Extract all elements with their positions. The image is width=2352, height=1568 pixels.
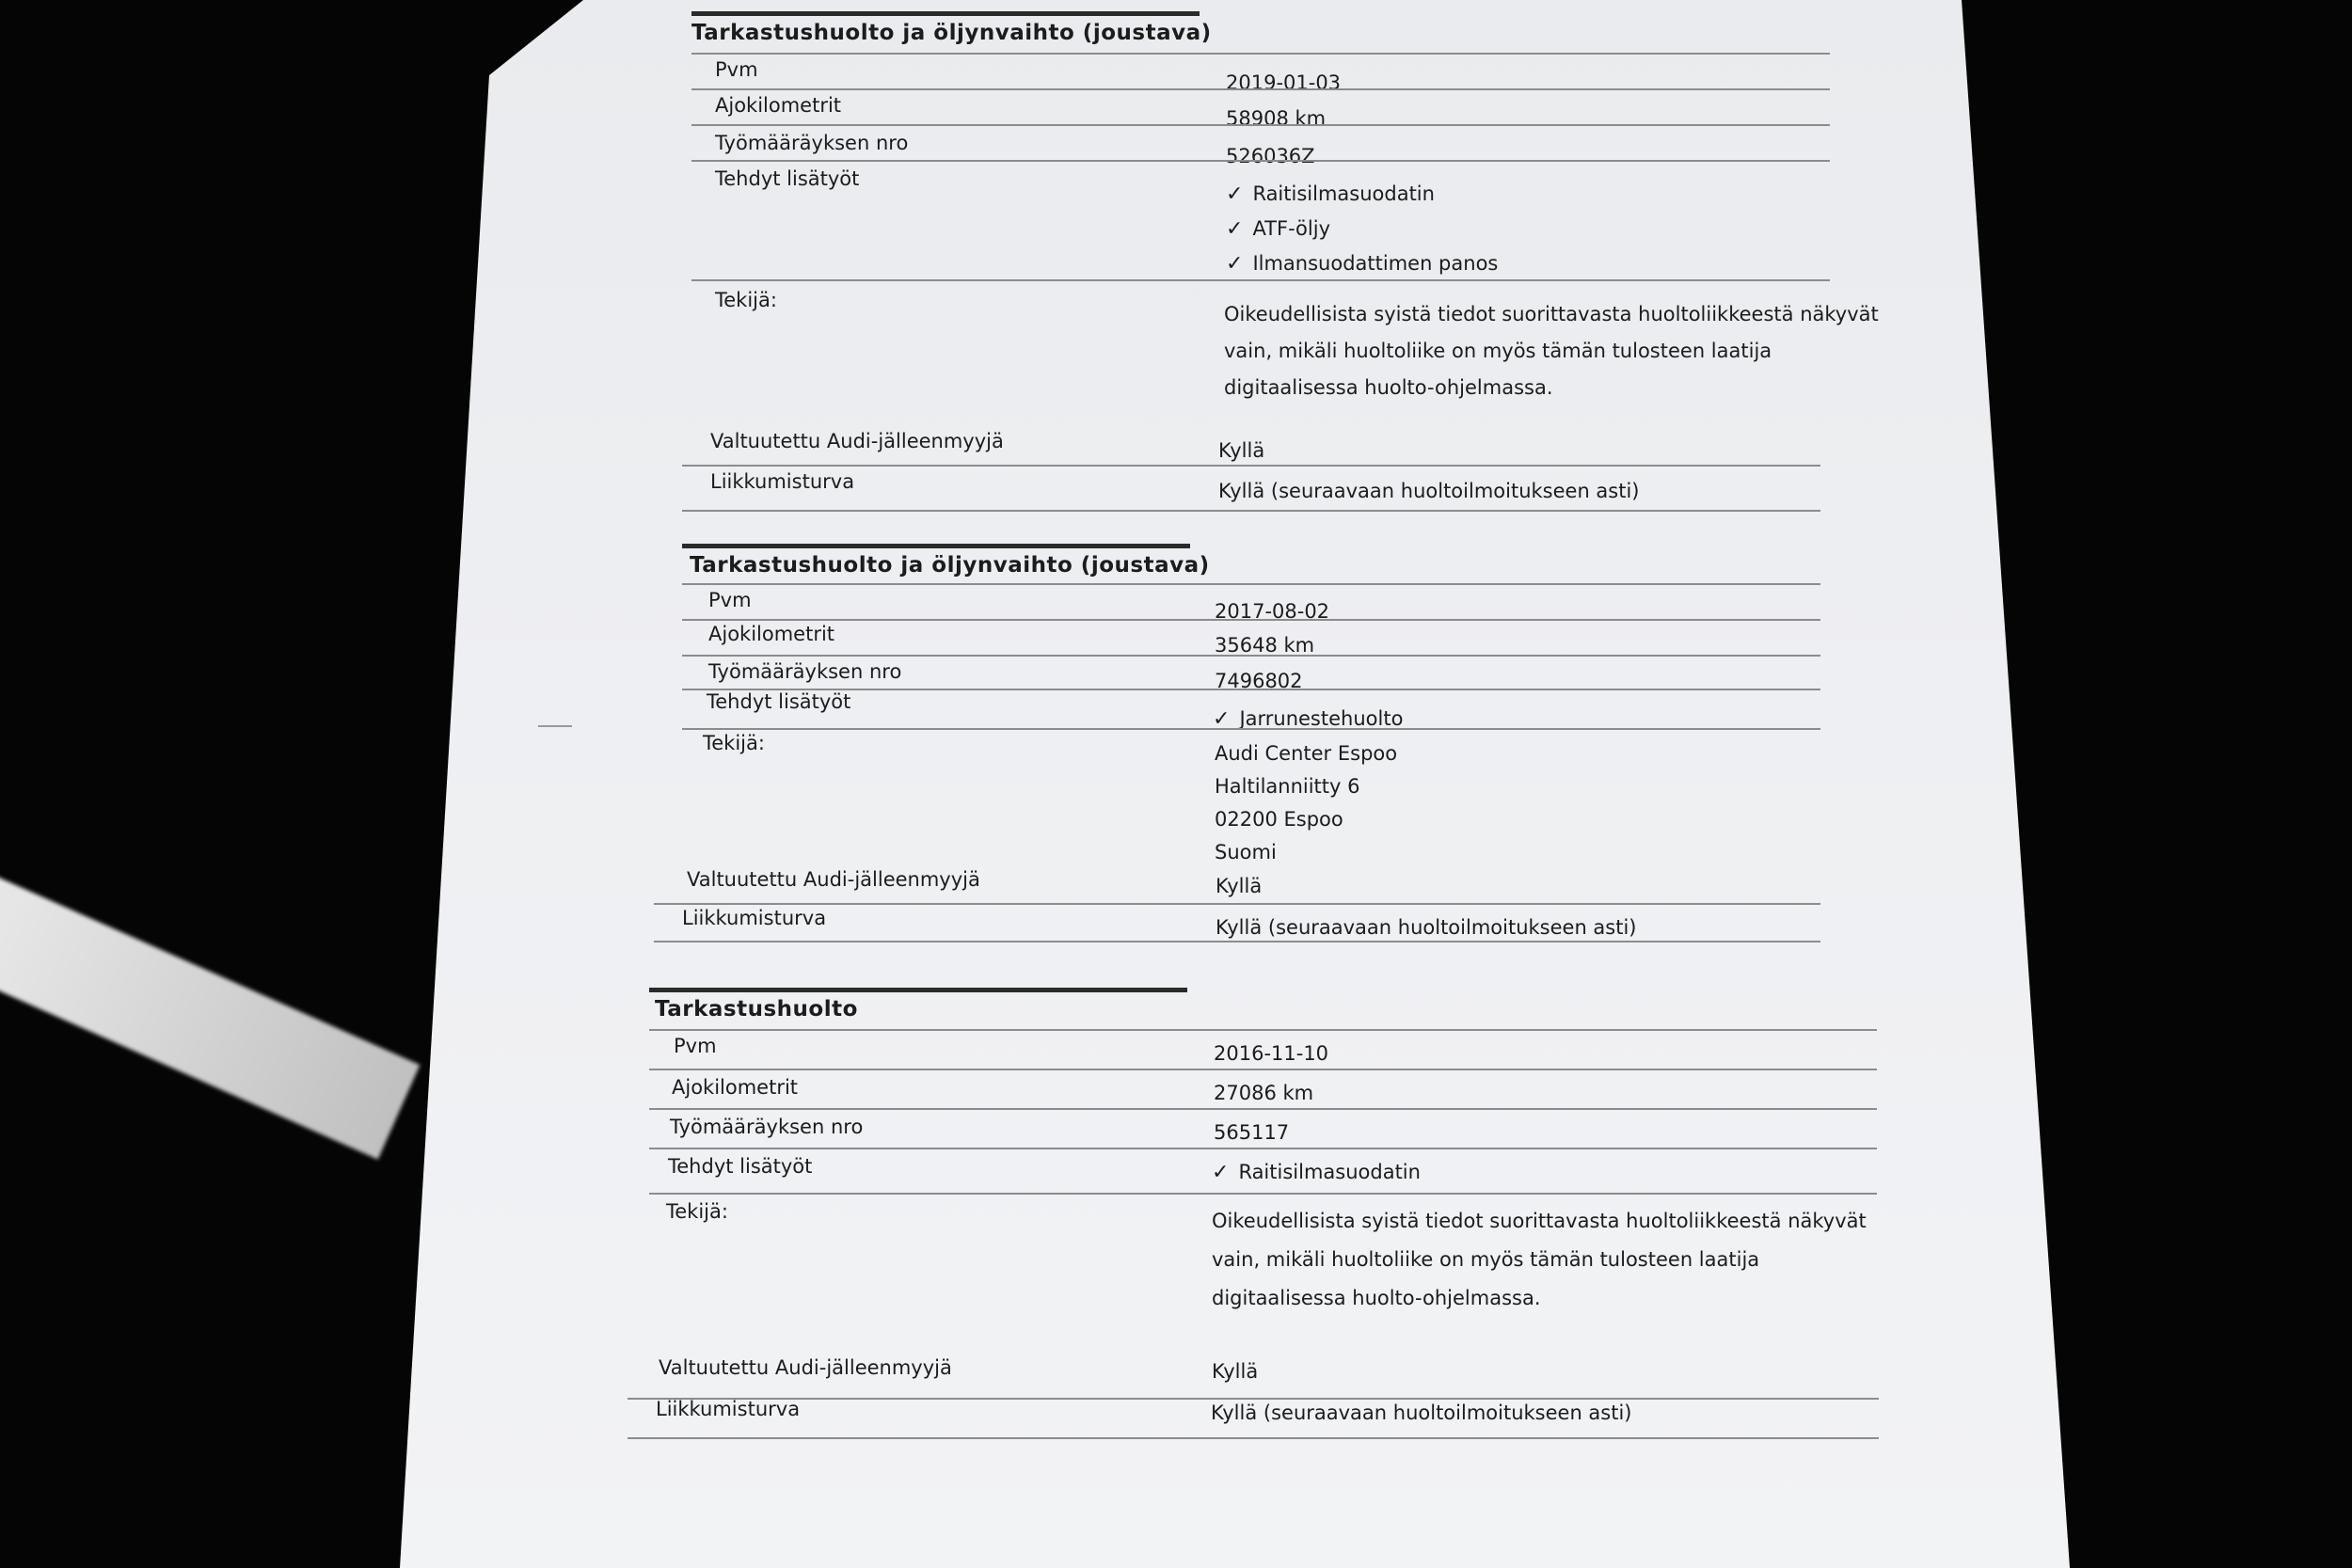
row-date	[682, 583, 1820, 623]
section-rule	[682, 544, 1190, 548]
extras-list	[1212, 1161, 1421, 1184]
maker-label: Tekijä:	[715, 289, 777, 311]
row-maker	[649, 1193, 1877, 1309]
mobility-label: Liikkumisturva	[710, 470, 855, 493]
maker-line: vain, mikäli huoltoliike on myös tämän tulosteen laatija	[1212, 1248, 1760, 1271]
section-bottom-rule	[682, 510, 1820, 512]
extras-label: Tehdyt lisätyöt	[668, 1155, 813, 1178]
section-rule	[691, 11, 1200, 16]
date-value: 2017-08-02	[1215, 600, 1330, 623]
check-icon: ✓	[1213, 707, 1231, 731]
mobility-label: Liikkumisturva	[682, 907, 827, 929]
maker-info	[1212, 1202, 1867, 1318]
row-extras	[649, 1148, 1877, 1184]
km-label: Ajokilometrit	[715, 94, 842, 117]
dealer-label: Valtuutettu Audi-jälleenmyyjä	[659, 1356, 952, 1379]
row-date	[691, 53, 1830, 94]
section-bottom-rule	[654, 941, 1820, 942]
dealer-value: Kyllä	[1212, 1360, 1259, 1383]
date-label: Pvm	[674, 1035, 717, 1057]
dealer-label: Valtuutettu Audi-jälleenmyyjä	[710, 430, 1004, 452]
row-km	[691, 88, 1830, 130]
date-value: 2019-01-03	[1226, 71, 1342, 94]
maker-line: Audi Center Espoo	[1215, 742, 1398, 765]
maker-line: digitaalisessa huolto-ohjelmassa.	[1224, 376, 1553, 399]
maker-line: vain, mikäli huoltoliike on myös tämän tulosteen laatija	[1224, 340, 1772, 362]
km-value: 58908 km	[1226, 107, 1327, 130]
extra-item: ✓ Ilmansuodattimen panos	[1226, 252, 1499, 276]
section-rule	[649, 988, 1187, 992]
check-icon: ✓	[1226, 217, 1244, 241]
maker-info	[1215, 737, 1397, 869]
car-reflection	[0, 828, 420, 1160]
maker-line: Oikeudellisista syistä tiedot suorittavasta huoltoliikkeestä näkyvät	[1224, 303, 1879, 325]
mobility-value: Kyllä (seuraavaan huoltoilmoitukseen asti)	[1218, 480, 1640, 502]
date-label: Pvm	[708, 589, 752, 611]
extras-label: Tehdyt lisätyöt	[707, 690, 851, 713]
order-value: 7496802	[1215, 670, 1303, 692]
check-icon: ✓	[1226, 182, 1244, 206]
extras-label: Tehdyt lisätyöt	[715, 167, 860, 190]
mobility-label: Liikkumisturva	[656, 1398, 801, 1420]
row-maker	[682, 728, 1820, 863]
order-label: Työmääräyksen nro	[715, 132, 909, 154]
extras-list	[1226, 182, 1498, 276]
order-label: Työmääräyksen nro	[670, 1116, 864, 1138]
dealer-value: Kyllä	[1218, 439, 1265, 462]
maker-line: Haltilanniitty 6	[1215, 775, 1360, 798]
date-label: Pvm	[715, 58, 758, 81]
km-label: Ajokilometrit	[672, 1076, 799, 1099]
maker-line: 02200 Espoo	[1215, 808, 1343, 831]
dealer-value: Kyllä	[1216, 875, 1263, 897]
row-extras	[691, 160, 1830, 276]
maker-line: Oikeudellisista syistä tiedot suorittavasta huoltoliikkeestä näkyvät	[1212, 1210, 1867, 1232]
section-title: Tarkastushuolto	[655, 997, 858, 1022]
service-record-1	[691, 11, 1879, 519]
km-value: 27086 km	[1214, 1082, 1314, 1104]
dealer-label: Valtuutettu Audi-jälleenmyyjä	[687, 868, 980, 891]
check-icon: ✓	[1226, 252, 1244, 276]
order-label: Työmääräyksen nro	[708, 660, 902, 683]
row-date	[649, 1029, 1877, 1065]
extra-item: ✓ Raitisilmasuodatin	[1226, 182, 1435, 206]
row-mobility	[682, 465, 1820, 502]
order-value: 526036Z	[1226, 145, 1315, 167]
row-mobility	[628, 1398, 1879, 1424]
mobility-value: Kyllä (seuraavaan huoltoilmoitukseen asti)	[1211, 1402, 1632, 1424]
mobility-value: Kyllä (seuraavaan huoltoilmoitukseen asti)	[1216, 916, 1637, 939]
maker-line: digitaalisessa huolto-ohjelmassa.	[1212, 1287, 1541, 1309]
row-km	[682, 619, 1820, 657]
km-label: Ajokilometrit	[708, 623, 835, 645]
section-title: Tarkastushuolto ja öljynvaihto (joustava)	[690, 553, 1210, 578]
extra-item: ✓ Raitisilmasuodatin	[1212, 1161, 1421, 1184]
row-order	[691, 124, 1830, 167]
row-maker	[691, 279, 1879, 399]
maker-label: Tekijä:	[666, 1200, 728, 1223]
maker-label: Tekijä:	[703, 732, 765, 754]
maker-line: Suomi	[1215, 841, 1277, 863]
order-value: 565117	[1214, 1121, 1290, 1144]
row-km	[649, 1069, 1877, 1104]
section-title: Tarkastushuolto ja öljynvaihto (joustava)	[691, 21, 1212, 45]
row-mobility	[654, 903, 1820, 939]
extra-item: ✓ ATF-öljy	[1226, 217, 1330, 241]
service-record-3	[649, 988, 1877, 1439]
km-value: 35648 km	[1215, 634, 1315, 657]
check-icon: ✓	[1212, 1161, 1230, 1184]
row-order	[649, 1108, 1877, 1144]
service-record-2	[682, 544, 1820, 958]
extra-item: ✓ Jarrunestehuolto	[1213, 707, 1404, 731]
row-order	[682, 655, 1820, 692]
date-value: 2016-11-10	[1214, 1042, 1329, 1065]
maker-info	[1224, 296, 1879, 406]
row-extras	[682, 689, 1820, 731]
section-bottom-rule	[628, 1437, 1879, 1439]
margin-mark	[538, 725, 572, 727]
